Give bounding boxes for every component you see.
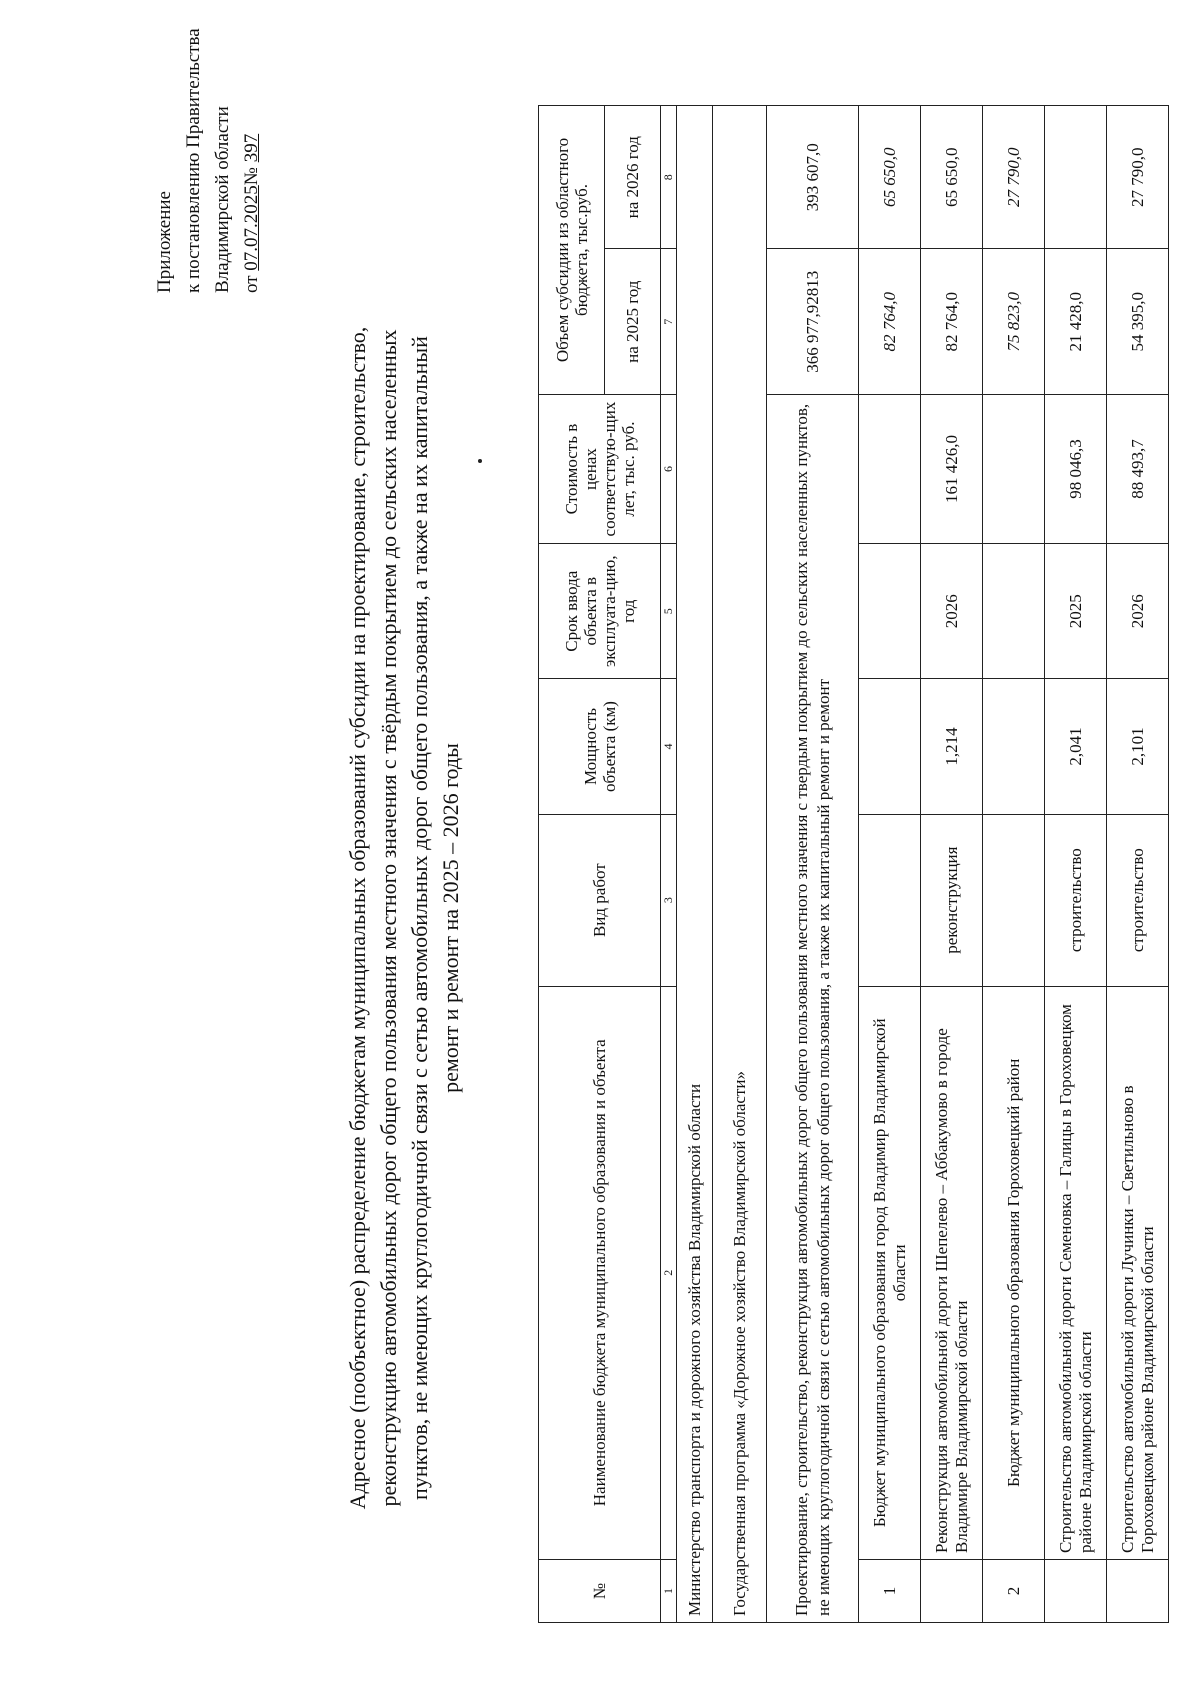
date-prefix: от (241, 270, 262, 293)
title-line-2: реконструкцию автомобильных дорог общего пользования местного значения с твёрдым покрытием до сельских населенных (376, 329, 401, 1507)
ministry-name: Министерство транспорта и дорожного хозяйства Владимирской области (677, 106, 713, 1623)
row-work (983, 814, 1045, 986)
colnum-3: 3 (661, 814, 677, 986)
row-cost: 98 046,3 (1045, 395, 1107, 544)
row-name: Реконструкция автомобильной дороги Шепелево – Аббакумово в городе Владимире Владимирской области (921, 986, 983, 1559)
header-work: Вид работ (539, 814, 661, 986)
header-no: № (539, 1559, 661, 1622)
row-2026: 27 790,0 (983, 106, 1045, 249)
row-no: 1 (859, 1559, 921, 1622)
header-2025: на 2025 год (605, 249, 661, 395)
header-capacity: Мощность объекта (км) (539, 679, 661, 814)
title-line-1: Адресное (пообъектное) распределение бюджетам муниципальных образований субсидии на проектирование, строительство, (345, 326, 370, 1510)
colnum-7: 7 (661, 249, 677, 395)
row-no (1107, 1559, 1169, 1622)
decree-date: 07.07.2025 (241, 185, 262, 271)
ministry-row (677, 106, 713, 1623)
document-title (342, 263, 466, 1573)
scan-speck (478, 459, 482, 463)
header-cost: Стоимость в ценах соответствую-щих лет, тыс. руб. (539, 395, 661, 544)
section-text: Проектирование, строительство, реконструкция автомобильных дорог общего пользования местного значения с твердым покрытием до сельских населенных пунктов, не имеющих круглогодичной связи с сетью автомобильных дорог общего пользования, а также их капитальный ремонт и ремонт (767, 395, 859, 1623)
row-no (1045, 1559, 1107, 1622)
row-work: строительство (1045, 814, 1107, 986)
colnum-2: 2 (661, 986, 677, 1559)
column-numbers-row (661, 106, 677, 1623)
row-cost: 88 493,7 (1107, 395, 1169, 544)
row-work: строительство (1107, 814, 1169, 986)
row-name: Бюджет муниципального образования город Владимир Владимирской области (859, 986, 921, 1559)
row-2025: 82 764,0 (921, 249, 983, 395)
row-year (859, 544, 921, 679)
row-name: Строительство автомобильной дороги Семеновка – Галицы в Гороховецком районе Владимирской области (1045, 986, 1107, 1559)
row-no: 2 (983, 1559, 1045, 1622)
colnum-5: 5 (661, 544, 677, 679)
program-name: Государственная программа «Дорожное хозяйство Владимирской области» (713, 106, 767, 1623)
row-2026: 27 790,0 (1107, 106, 1169, 249)
row-capacity: 2,041 (1045, 679, 1107, 814)
row-capacity: 2,101 (1107, 679, 1169, 814)
number-prefix: № (241, 162, 262, 186)
appendix-line-1: Приложение (154, 191, 175, 293)
header-2026: на 2026 год (605, 106, 661, 249)
title-line-4: ремонт и ремонт на 2025 – 2026 годы (438, 743, 463, 1093)
appendix-line-3: Владимирской области (212, 106, 233, 293)
row-2026: 65 650,0 (921, 106, 983, 249)
header-year: Срок ввода объекта в эксплуата-цию, год (539, 544, 661, 679)
row-name: Бюджет муниципального образования Гороховецкий район (983, 986, 1045, 1559)
title-line-3: пунктов, не имеющих круглогодичной связи с сетью автомобильных дорог общего пользования, а также на их капитальный (407, 336, 432, 1500)
row-capacity: 1,214 (921, 679, 983, 814)
row-cost: 161 426,0 (921, 395, 983, 544)
row-cost (859, 395, 921, 544)
row-name: Строительство автомобильной дороги Лучинки – Светильново в Гороховецком районе Владимирской области (1107, 986, 1169, 1559)
appendix-date-line (237, 28, 266, 293)
header-subsidy: Объем субсидии из областного бюджета, тыс.руб. (539, 106, 605, 395)
colnum-1: 1 (661, 1559, 677, 1622)
row-2026 (1045, 106, 1107, 249)
row-work: реконструкция (921, 814, 983, 986)
row-2025: 82 764,0 (859, 249, 921, 395)
colnum-8: 8 (661, 106, 677, 249)
decree-number: 397 (241, 133, 262, 163)
section-2026: 393 607,0 (767, 106, 859, 249)
section-2025: 366 977,92813 (767, 249, 859, 395)
row-capacity (983, 679, 1045, 814)
table-row (1045, 106, 1107, 1623)
row-2026: 65 650,0 (859, 106, 921, 249)
colnum-6: 6 (661, 395, 677, 544)
colnum-4: 4 (661, 679, 677, 814)
program-row (713, 106, 767, 1623)
row-year: 2026 (1107, 544, 1169, 679)
row-year: 2025 (1045, 544, 1107, 679)
row-year: 2026 (921, 544, 983, 679)
appendix-line-2: к постановлению Правительства (183, 28, 204, 293)
table-row (859, 106, 921, 1623)
table-row (983, 106, 1045, 1623)
row-2025: 21 428,0 (1045, 249, 1107, 395)
subsidy-table (538, 105, 1169, 1623)
table-row (921, 106, 983, 1623)
row-cost (983, 395, 1045, 544)
table-row (1107, 106, 1169, 1623)
section-row (767, 106, 859, 1623)
row-work (859, 814, 921, 986)
appendix-block (150, 28, 266, 293)
row-2025: 54 395,0 (1107, 249, 1169, 395)
row-year (983, 544, 1045, 679)
row-no (921, 1559, 983, 1622)
header-name: Наименование бюджета муниципального образования и объекта (539, 986, 661, 1559)
row-2025: 75 823,0 (983, 249, 1045, 395)
row-capacity (859, 679, 921, 814)
